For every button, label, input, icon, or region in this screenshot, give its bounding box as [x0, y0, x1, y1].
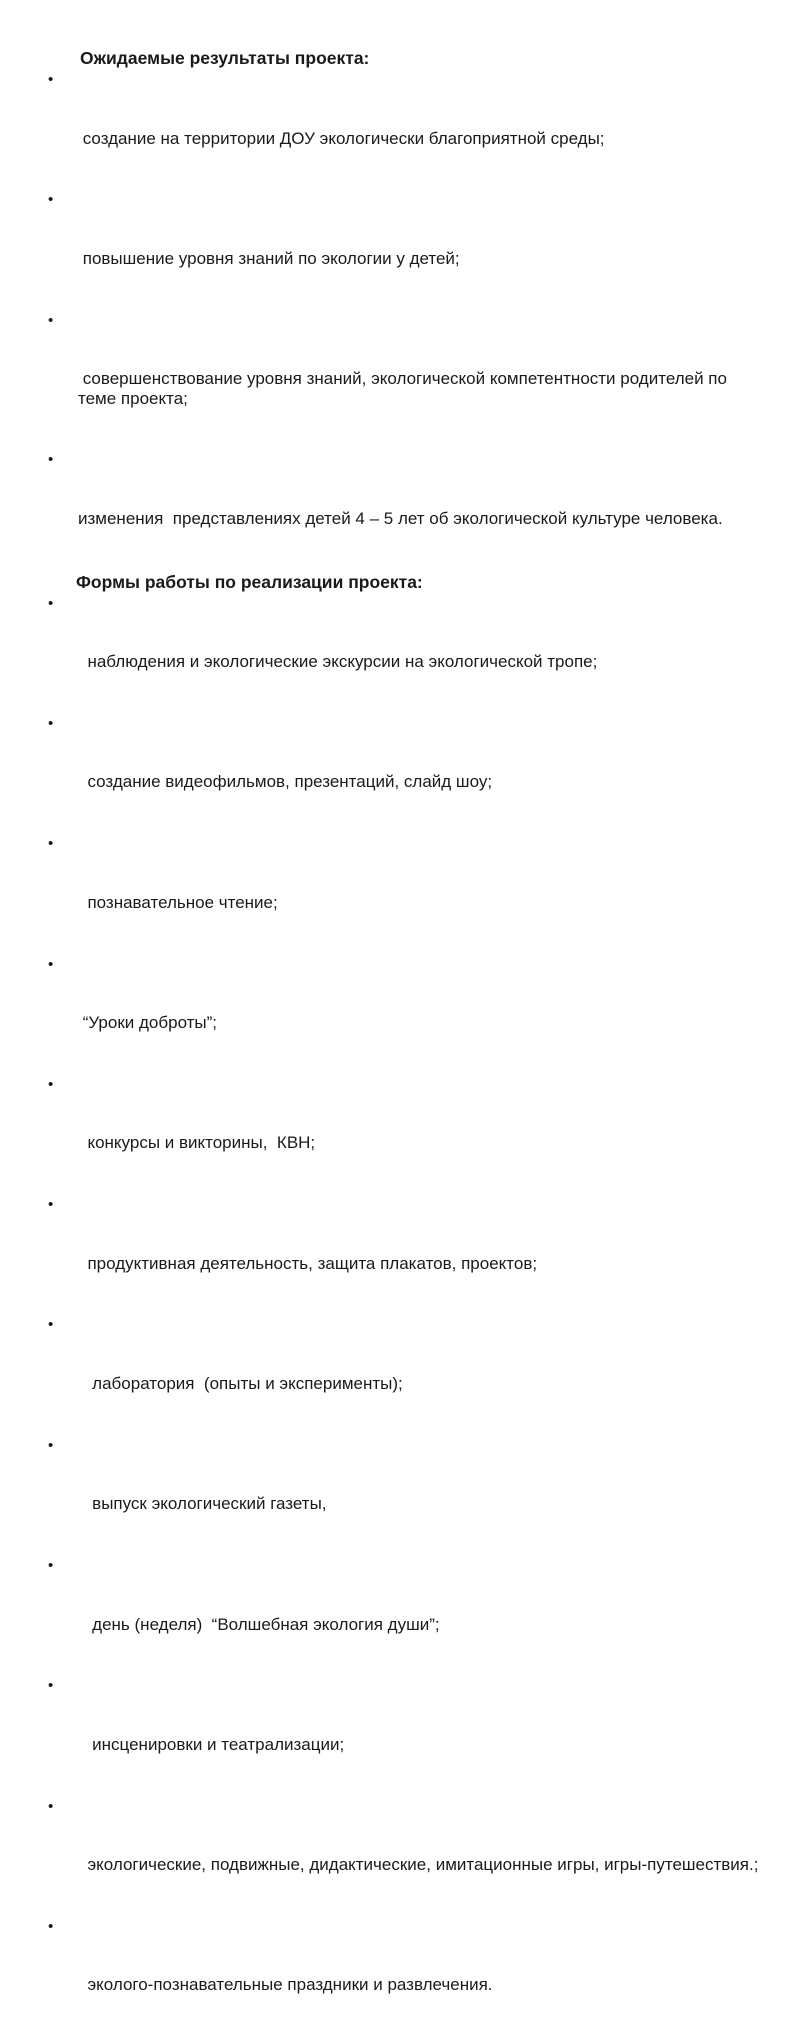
list-item-text: конкурсы и викторины, КВН; [78, 1133, 316, 1153]
list-item [48, 1075, 760, 1192]
list-item [48, 450, 760, 567]
bullet-icon: • [48, 955, 54, 973]
bullet-icon: • [48, 451, 54, 469]
list-item-text: создание видеофильмов, презентаций, слайд шоу; [78, 772, 493, 792]
list-item-text: выпуск экологический газеты, [78, 1494, 327, 1514]
list-item [48, 1315, 760, 1432]
bullet-icon: • [48, 714, 54, 732]
bullet-icon: • [48, 1677, 54, 1695]
list-item-text: инсценировки и театрализации; [78, 1734, 345, 1754]
bullet-icon: • [48, 1436, 54, 1454]
list-item [48, 1436, 760, 1553]
list-item [48, 190, 760, 307]
bullet-icon: • [48, 191, 54, 209]
list-item-text: совершенствование уровня знаний, экологической компетентности родителей по теме проекта; [78, 369, 732, 408]
list-item [48, 955, 760, 1072]
list-item [48, 834, 760, 951]
list-item-text: лаборатория (опыты и эксперименты); [78, 1373, 403, 1393]
bullet-icon: • [48, 1075, 54, 1093]
list-item-text: день (неделя) “Волшебная экология души”; [78, 1614, 440, 1634]
list-item [48, 1917, 760, 2034]
list-item-text: изменения представлениях детей 4 – 5 лет об экологической культуре человека. [78, 508, 723, 528]
list-item [48, 594, 760, 711]
bullet-icon: • [48, 1557, 54, 1575]
list-item [48, 1556, 760, 1673]
forms-heading: Формы работы по реализации проекта: [76, 571, 423, 592]
list-item [48, 70, 760, 187]
list-item [48, 311, 760, 448]
results-list [48, 70, 760, 567]
list-item-text: “Уроки доброты”; [78, 1013, 218, 1033]
bullet-icon: • [48, 1196, 54, 1214]
bullet-icon: • [48, 594, 54, 612]
list-item-text: эколого-познавательные праздники и развлечения. [78, 1975, 493, 1995]
bullet-icon: • [48, 71, 54, 88]
forms-list [48, 594, 760, 2034]
list-item-text: продуктивная деятельность, защита плакатов, проектов; [78, 1253, 538, 1273]
list-item-text: наблюдения и экологические экскурсии на экологической тропе; [78, 652, 598, 672]
slide-content [48, 47, 760, 2037]
list-item [48, 714, 760, 831]
bullet-icon: • [48, 1316, 54, 1334]
list-item-text: экологические, подвижные, дидактические, имитационные игры, игры-путешествия.; [78, 1855, 759, 1875]
bullet-icon: • [48, 311, 54, 329]
list-item-text: познавательное чтение; [78, 892, 278, 912]
list-item [48, 1676, 760, 1793]
bullet-icon: • [48, 1797, 54, 1815]
results-heading: Ожидаемые результаты проекта: [80, 48, 370, 68]
list-item-text: повышение уровня знаний по экологии у детей; [78, 248, 460, 268]
bullet-icon: • [48, 835, 54, 853]
bullet-icon: • [48, 1917, 54, 1935]
list-item [48, 1195, 760, 1312]
list-item [48, 1797, 760, 1914]
list-item-text: создание на территории ДОУ экологически благоприятной среды; [78, 128, 605, 148]
